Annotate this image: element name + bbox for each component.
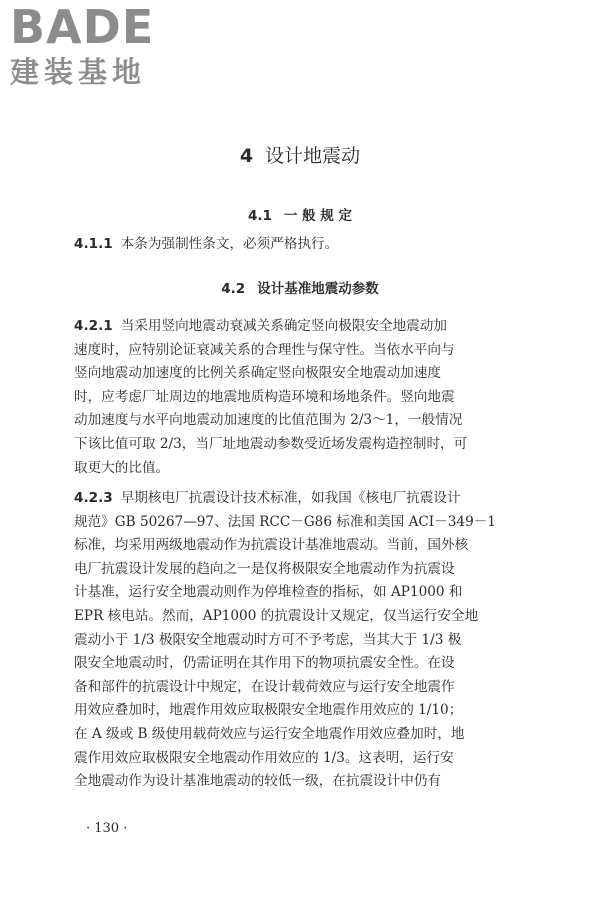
clause-4-2-1 [74, 315, 544, 480]
chapter-title [0, 144, 600, 168]
paragraph-line: 4.1.1 本条为强制性条文，必须严格执行。 [74, 236, 339, 252]
paragraph-line: 规范》GB 50267—97、法国 RCC－G86 标准和美国 ACI－349－1 [74, 513, 496, 530]
paragraph-line: 取更大的比值。 [74, 459, 170, 476]
paragraph-line: 下该比值可取 2/3，当厂址地震动参数受近场发震构造控制时，可 [74, 435, 468, 452]
paragraph-line: 标准，均采用两级地震动作为抗震设计基准地震动。当前，国外核 [74, 537, 469, 554]
clause-4-1-1 [74, 233, 544, 257]
section-number: 4.2 [221, 281, 246, 297]
paragraph-line: 4.2.1 当采用竖向地震动衰减关系确定竖向极限安全地震动加 [74, 318, 447, 334]
paragraph-line: 限安全地震动时，仍需证明在其作用下的物项抗震安全性。在设 [74, 655, 455, 672]
page-number: · 130 · [86, 821, 128, 836]
logo-chinese-name: 建装基地 [10, 55, 147, 89]
clause-number: 4.1.1 [74, 236, 113, 252]
section-heading-4-1 [0, 207, 600, 225]
clause-4-2-3 [74, 487, 544, 794]
paragraph-line: 用效应叠加时，地震作用效应取极限安全地震作用效应的 1/10； [74, 702, 463, 719]
paragraph-line: 速度时，应特别论证衰减关系的合理性与保守性。当依水平向与 [74, 341, 455, 358]
paragraph-line: 震动小于 1/3 极限安全地震动时方可不予考虑，当其大于 1/3 极 [74, 631, 462, 648]
logo-wordmark: BADE [10, 0, 155, 54]
section-number: 4.1 [247, 208, 272, 224]
section-heading-4-2 [0, 280, 600, 298]
paragraph-line: 全地震动作为设计基准地震动的较低一级，在抗震设计中仍有 [74, 773, 442, 790]
section-title: 设计基准地震动参数 [257, 281, 379, 297]
chapter-title-text: 设计地震动 [265, 145, 361, 167]
paragraph-line: 动加速度与水平向地震动加速度的比值范围为 2/3～1，一般情况 [74, 412, 463, 429]
paragraph-line: 4.2.3 早期核电厂抗震设计技术标准，如我国《核电厂抗震设计 [74, 490, 461, 506]
clause-number: 4.2.1 [74, 318, 113, 334]
paragraph-line: 备和部件的抗震设计中规定，在设计载荷效应与运行安全地震作 [74, 678, 455, 695]
clause-number: 4.2.3 [74, 490, 113, 506]
paragraph-line: 电厂抗震设计发展的趋向之一是仅将极限安全地震动作为抗震设 [74, 560, 455, 577]
bade-logo [10, 2, 180, 90]
paragraph-line: 在 A 级或 B 级使用载荷效应与运行安全地震作用效应叠加时，地 [74, 725, 465, 742]
paragraph-line: 震作用效应取极限安全地震动作用效应的 1/3。这表明，运行安 [74, 749, 454, 766]
paragraph-line: 时，应考虑厂址周边的地震地质构造环境和场地条件。竖向地震 [74, 388, 455, 405]
chapter-number: 4 [239, 145, 254, 167]
paragraph-line: 计基准，运行安全地震动则作为停堆检查的指标，如 AP1000 和 [74, 584, 463, 601]
section-title: 一 般 规 定 [283, 208, 353, 224]
paragraph-line: 竖向地震动加速度的比例关系确定竖向极限安全地震动加速度 [74, 365, 442, 382]
paragraph-line: EPR 核电站。然而，AP1000 的抗震设计又规定，仅当运行安全地 [74, 607, 479, 624]
